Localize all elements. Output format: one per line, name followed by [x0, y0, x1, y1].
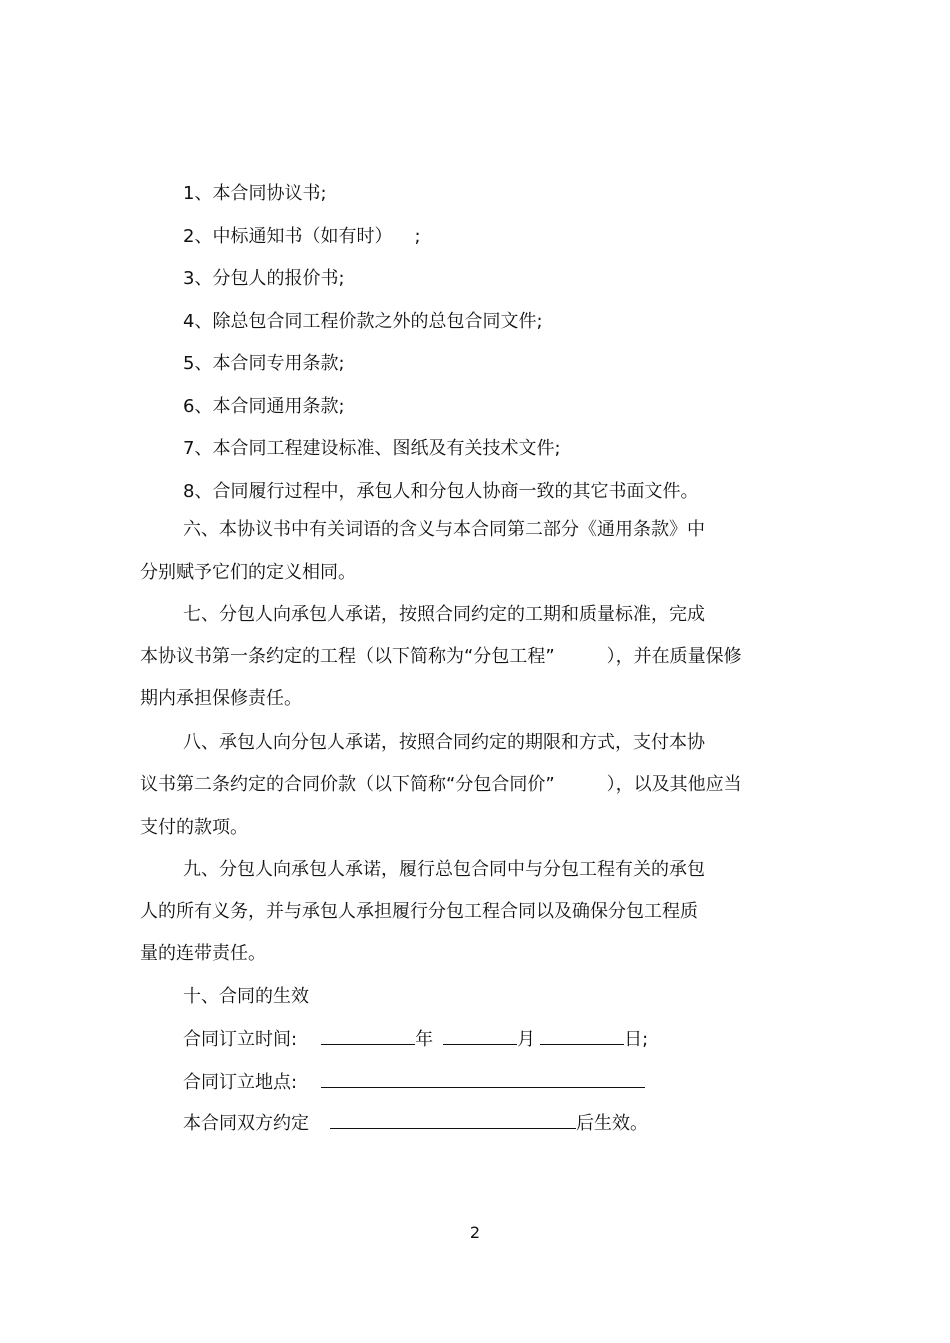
clause-7-text-a: 本协议书第一条约定的工程（以下简称为“分包工程” [140, 646, 555, 667]
effect-suffix: 后生效。 [576, 1113, 648, 1134]
page-number: 2 [469, 1223, 481, 1242]
month-label: 月 [517, 1029, 536, 1050]
list-item-suffix: ; [414, 226, 421, 247]
clause-6-line-1: 六、本协议书中有关词语的含义与本合同第二部分《通用条款》中 [183, 519, 705, 540]
list-item: 5、本合同专用条款; [183, 353, 345, 374]
effect-label: 本合同双方约定 [183, 1113, 309, 1134]
clause-9-line-1: 九、分包人向承包人承诺，履行总包合同中与分包工程有关的承包 [183, 859, 705, 880]
effect-blank-field[interactable] [330, 1110, 576, 1129]
clause-6-line-2: 分别赋予它们的定义相同。 [140, 562, 356, 583]
list-item-text: 2、中标通知书（如有时） [183, 226, 393, 247]
clause-8-line-3: 支付的款项。 [140, 817, 248, 838]
list-item: 4、除总包合同工程价款之外的总包合同文件; [183, 311, 543, 332]
day-label: 日; [624, 1029, 649, 1050]
clause-8-text-b: ），以及其他应当 [606, 774, 742, 795]
effect-row [183, 1110, 648, 1136]
list-item: 3、分包人的报价书; [183, 268, 345, 289]
list-item [183, 224, 421, 250]
clause-7-text-b: ），并在质量保修 [606, 646, 742, 667]
clause-7-line-1: 七、分包人向承包人承诺，按照合同约定的工期和质量标准，完成 [183, 604, 705, 625]
sign-place-row [183, 1069, 645, 1095]
year-blank-field[interactable] [321, 1026, 415, 1045]
list-item: 6、本合同通用条款; [183, 396, 345, 417]
clause-8-line-1: 八、承包人向分包人承诺，按照合同约定的期限和方式，支付本协 [183, 732, 705, 753]
list-item: 8、合同履行过程中，承包人和分包人协商一致的其它书面文件。 [183, 481, 699, 502]
day-blank-field[interactable] [540, 1026, 624, 1045]
clause-8-line-2 [140, 772, 742, 798]
month-blank-field[interactable] [443, 1026, 517, 1045]
clause-8-text-a: 议书第二条约定的合同价款（以下简称“分包合同价” [140, 774, 555, 795]
clause-7-line-2 [140, 644, 742, 670]
sign-place-label: 合同订立地点: [183, 1072, 298, 1093]
list-item: 1、本合同协议书; [183, 183, 327, 204]
year-label: 年 [415, 1029, 434, 1050]
clause-9-line-2: 人的所有义务，并与承包人承担履行分包工程合同以及确保分包工程质 [140, 901, 698, 922]
sign-time-row [183, 1026, 648, 1052]
sign-place-blank-field[interactable] [321, 1069, 645, 1088]
clause-10-heading: 十、合同的生效 [183, 986, 309, 1007]
clause-9-line-3: 量的连带责任。 [140, 943, 266, 964]
sign-time-label: 合同订立时间: [183, 1029, 298, 1050]
clause-7-line-3: 期内承担保修责任。 [140, 688, 302, 709]
list-item: 7、本合同工程建设标准、图纸及有关技术文件; [183, 438, 561, 459]
